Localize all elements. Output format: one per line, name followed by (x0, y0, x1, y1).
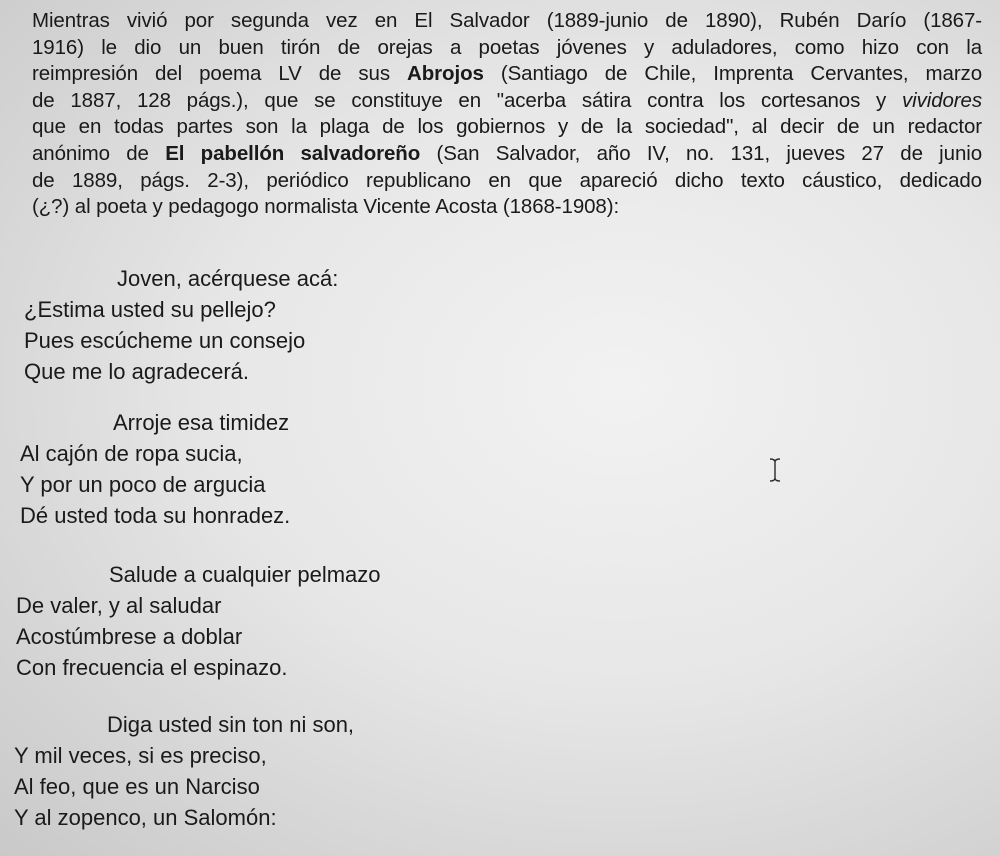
intro-text: reimpresión del poema LV de sus (32, 62, 408, 86)
newspaper-title: El pabellón salvadoreño (165, 141, 421, 165)
verse-line: ¿Estima usted su pellejo? (24, 297, 276, 322)
intro-paragraph (32, 8, 982, 221)
verse-line: Acostúmbrese a doblar (16, 624, 243, 649)
verse-line: Que me lo agradecerá. (24, 359, 250, 384)
verse-line: Diga usted sin ton ni son, (107, 712, 355, 737)
verse-line: Al feo, que es un Narciso (14, 774, 260, 799)
intro-text: (San Salvador, año IV, no. 131, jueves 27 de junio (420, 141, 982, 165)
poem-stanza-2 (20, 407, 290, 531)
verse-line: Pues escúcheme un consejo (24, 328, 306, 353)
verse-line: Joven, acérquese acá: (117, 266, 339, 291)
poem-stanza-3 (16, 559, 381, 683)
intro-line (32, 141, 982, 168)
verse-line: Salude a cualquier pelmazo (109, 562, 381, 587)
intro-line (32, 88, 982, 115)
italic-word: vividores (902, 88, 982, 112)
verse-line: Al cajón de ropa sucia, (20, 441, 243, 466)
verse-line: Con frecuencia el espinazo. (16, 655, 288, 680)
intro-line (32, 61, 982, 88)
intro-line: que en todas partes son la plaga de los gobiernos y de la sociedad", al decir de un redactor (32, 115, 982, 139)
intro-line: de 1889, págs. 2-3), periódico republicano en que apareció dicho texto cáustico, dedicado (32, 168, 982, 192)
verse-line: Arroje esa timidez (113, 410, 290, 435)
intro-line: (¿?) al poeta y pedagogo normalista Vicente Acosta (1868-1908): (32, 195, 620, 219)
verse-line: De valer, y al saludar (16, 593, 222, 618)
intro-line: 1916) le dio un buen tirón de orejas a poetas jóvenes y aduladores, como hizo con la (32, 35, 982, 59)
book-title-abrojos: Abrojos (407, 62, 484, 86)
poem-stanza-1 (24, 263, 338, 387)
text-cursor-icon (768, 457, 782, 483)
verse-line: Y por un poco de argucia (20, 472, 266, 497)
poem-stanza-4 (14, 709, 354, 833)
intro-text: anónimo de (32, 141, 166, 165)
verse-line: Y mil veces, si es preciso, (14, 743, 267, 768)
intro-text: (Santiago de Chile, Imprenta Cervantes, marzo (483, 62, 982, 86)
verse-line: Dé usted toda su honradez. (20, 503, 291, 528)
intro-line: Mientras vivió por segunda vez en El Salvador (1889-junio de 1890), Rubén Darío (1867- (32, 9, 982, 32)
intro-text: de 1887, 128 págs.), que se constituye en "acerba sátira contra los cortesanos y (32, 88, 887, 112)
verse-line: Y al zopenco, un Salomón: (14, 805, 277, 830)
